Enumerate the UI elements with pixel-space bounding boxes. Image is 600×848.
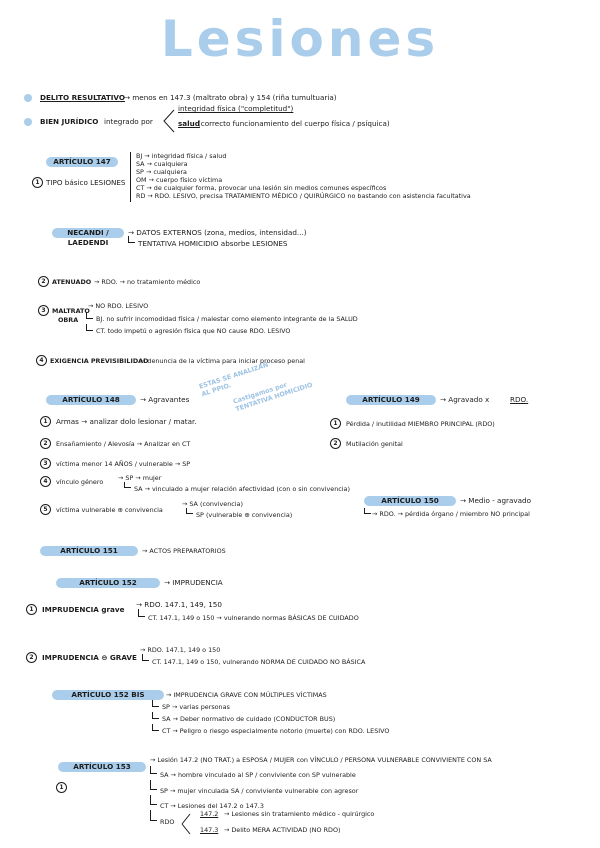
art148-item-b: SA → vinculado a mujer relación afectividad (con o sin convivencia) — [134, 485, 350, 493]
art153-rdo-a: → Lesiones sin tratamiento médico - quirúrgico — [224, 810, 375, 818]
art153-label: ARTÍCULO 153 — [58, 762, 146, 772]
art152bis-text: → IMPRUDENCIA GRAVE CON MÚLTIPLES VÍCTIMAS — [166, 691, 327, 699]
necando-b: TENTATIVA HOMICIDIO absorbe LESIONES — [138, 239, 288, 248]
hook-arrow — [364, 508, 371, 514]
art153-item: CT → Lesiones del 147.2 o 147.3 — [160, 802, 264, 810]
num-2: 2 — [38, 276, 49, 287]
art147-item: SA → cualquiera — [136, 160, 188, 168]
atenuado-text: → RDO. → no tratamiento médico — [94, 278, 201, 286]
art153-item: SP → mujer vinculada SA / conviviente vulnerable con agresor — [160, 787, 359, 795]
bien-text: integrado por — [104, 117, 153, 126]
maltrato-a: → NO RDO. LESIVO — [88, 302, 149, 310]
num-1: 1 — [40, 416, 51, 427]
art147-label: ARTÍCULO 147 — [46, 157, 118, 167]
art150-label: ARTÍCULO 150 — [364, 496, 456, 506]
art148-note1: ESTAS SE ANALIZAN AL PPIO. — [198, 360, 270, 399]
art148-item: víctima vulnerable ⊕ convivencia — [56, 506, 163, 514]
art153-item: SA → hombre vinculado al SP / conviviente con SP vulnerable — [160, 771, 356, 779]
art147-tipo: TIPO básico LESIONES — [46, 178, 126, 187]
art148-label: ARTÍCULO 148 — [46, 395, 136, 405]
hook-arrow — [86, 312, 93, 319]
art148-item: Ensañamiento / Alevosía → Analizar en CT — [56, 440, 191, 448]
necando-a: → DATOS EXTERNOS (zona, medios, intensidad...) — [128, 228, 307, 237]
delito-text: → menos en 147.3 (maltrato obra) y 154 (riña tumultuaria) — [124, 93, 337, 102]
num-4: 4 — [36, 355, 47, 366]
num-1: 1 — [56, 782, 67, 793]
hook-arrow — [142, 654, 149, 661]
bracket-icon — [162, 108, 176, 134]
hook-arrow — [152, 724, 159, 731]
art149-text-underlined: RDO. — [510, 395, 529, 404]
art152-menos-label: IMPRUDENCIA ⊖ GRAVE — [42, 653, 137, 662]
art153-rdo: RDO — [160, 818, 175, 826]
num-4: 4 — [40, 476, 51, 487]
art152bis-item: CT → Peligro o riesgo especialmente notorio (muerte) con RDO. LESIVO — [162, 727, 390, 735]
atenuado-label: ATENUADO — [52, 278, 92, 286]
art148-item-b: SP (vulnerable ⊕ convivencia) — [196, 511, 293, 519]
maltrato-b: BJ. no sufrir incomodidad física / malestar como elemento integrante de la SALUD — [96, 315, 358, 323]
hook-arrow — [152, 700, 159, 707]
art147-item: OM → cuerpo físico víctima — [136, 176, 223, 184]
art150-sub: → RDO. → pérdida órgano / miembro NO principal — [372, 510, 530, 518]
art148-item: Armas → analizar dolo lesionar / matar. — [56, 417, 197, 426]
bien-b-label: salud — [178, 119, 200, 128]
hook-arrow — [150, 780, 157, 790]
bracket-icon — [180, 810, 196, 838]
num-1: 1 — [32, 177, 43, 188]
exigencia-label: EXIGENCIA PREVISIBILIDAD — [50, 357, 149, 365]
art149-label: ARTÍCULO 149 — [346, 395, 436, 405]
hook-arrow — [128, 236, 135, 243]
hook-arrow — [86, 324, 93, 331]
page-title: Lesiones — [160, 10, 440, 68]
num-1: 1 — [26, 604, 37, 615]
art148-item-a: → SP → mujer — [118, 474, 162, 482]
art147-item: RD → RDO. LESIVO, precisa TRATAMIENTO MÉDICO / QUIRÚRGICO no bastando con asistencia facultativa — [136, 192, 471, 200]
exigencia-text: → denuncia de la víctima para iniciar proceso penal — [140, 357, 305, 365]
art151-text: → ACTOS PREPARATORIOS — [142, 547, 226, 555]
art152-menos-a: → RDO. 147.1, 149 o 150 — [140, 646, 221, 654]
art149-item: Mutilación genital — [346, 440, 403, 448]
art148-item: vínculo género — [56, 478, 104, 486]
num-3: 3 — [38, 305, 49, 316]
bracket-line — [130, 152, 131, 202]
hook-arrow — [150, 766, 157, 774]
bien-b: (correcto funcionamiento del cuerpo física / psíquica) — [198, 119, 390, 128]
bullet-dot — [24, 118, 32, 126]
art147-item: SP → cualquiera — [136, 168, 187, 176]
art152-text: → IMPRUDENCIA — [164, 578, 223, 587]
hook-arrow — [152, 712, 159, 719]
delito-label: DELITO RESULTATIVO — [40, 93, 125, 102]
art148-text: → Agravantes — [140, 395, 190, 404]
bullet-dot — [24, 94, 32, 102]
maltrato-label2: OBRA — [58, 316, 79, 324]
art152-label: ARTÍCULO 152 — [56, 578, 160, 588]
num-2: 2 — [26, 652, 37, 663]
art152-grave-label: IMPRUDENCIA grave — [42, 605, 125, 614]
art148-item: víctima menor 14 AÑOS / vulnerable → SP — [56, 460, 191, 468]
art152-menos-b: CT. 147.1, 149 o 150, vulnerando NORMA DE CUIDADO NO BÁSICA — [152, 658, 366, 666]
hook-arrow — [186, 508, 193, 514]
art149-item: Pérdida / inutilidad MIEMBRO PRINCIPAL (RDO) — [346, 420, 495, 428]
art147-item: CT → de cualquier forma, provocar una lesión sin medios comunes específicos — [136, 184, 387, 192]
art147-item: BJ → integridad física / salud — [136, 152, 227, 160]
hook-arrow — [150, 795, 157, 805]
art150-text: → Medio - agravado — [460, 496, 531, 505]
maltrato-label: MALTRATO — [52, 307, 90, 315]
art148-item-a: → SA (convivencia) — [182, 500, 243, 508]
num-1: 1 — [330, 418, 341, 429]
art153-rdo-b-ref: 147.3 — [200, 826, 219, 834]
hook-arrow — [124, 482, 131, 488]
art152bis-label: ARTÍCULO 152 BIS — [52, 690, 164, 700]
bien-a: integridad física ("completitud") — [178, 104, 294, 113]
art152bis-item: SA → Deber normativo de cuidado (CONDUCTOR BUS) — [162, 715, 336, 723]
art153-rdo-b: → Delito MERA ACTIVIDAD (NO RDO) — [224, 826, 341, 834]
art153-rdo-a-ref: 147.2 — [200, 810, 219, 818]
art148-note2: Castigamos por TENTATIVA HOMICIDIO — [232, 380, 314, 414]
num-2: 2 — [330, 438, 341, 449]
art151-label: ARTÍCULO 151 — [40, 546, 138, 556]
art153-text: → Lesión 147.2 (NO TRAT.) a ESPOSA / MUJER con VÍNCULO / PERSONA VULNERABLE CONVIVIENTE CON SA — [150, 756, 492, 764]
num-3: 3 — [40, 458, 51, 469]
art149-text: → Agravado x — [440, 395, 490, 404]
art152-grave-a: → RDO. 147.1, 149, 150 — [136, 600, 222, 609]
necando-label: NECANDI / LAEDENDI — [52, 228, 124, 238]
art152-grave-b: CT. 147.1, 149 o 150 → vulnerando normas BÁSICAS DE CUIDADO — [148, 614, 359, 622]
num-2: 2 — [40, 438, 51, 449]
maltrato-c: CT. todo impetú o agresión física que NO cause RDO. LESIVO — [96, 327, 291, 335]
art152bis-item: SP → varias personas — [162, 703, 230, 711]
hook-arrow — [150, 810, 157, 821]
bien-label: BIEN JURÍDICO — [40, 117, 99, 126]
hook-arrow — [138, 609, 145, 617]
num-5: 5 — [40, 504, 51, 515]
